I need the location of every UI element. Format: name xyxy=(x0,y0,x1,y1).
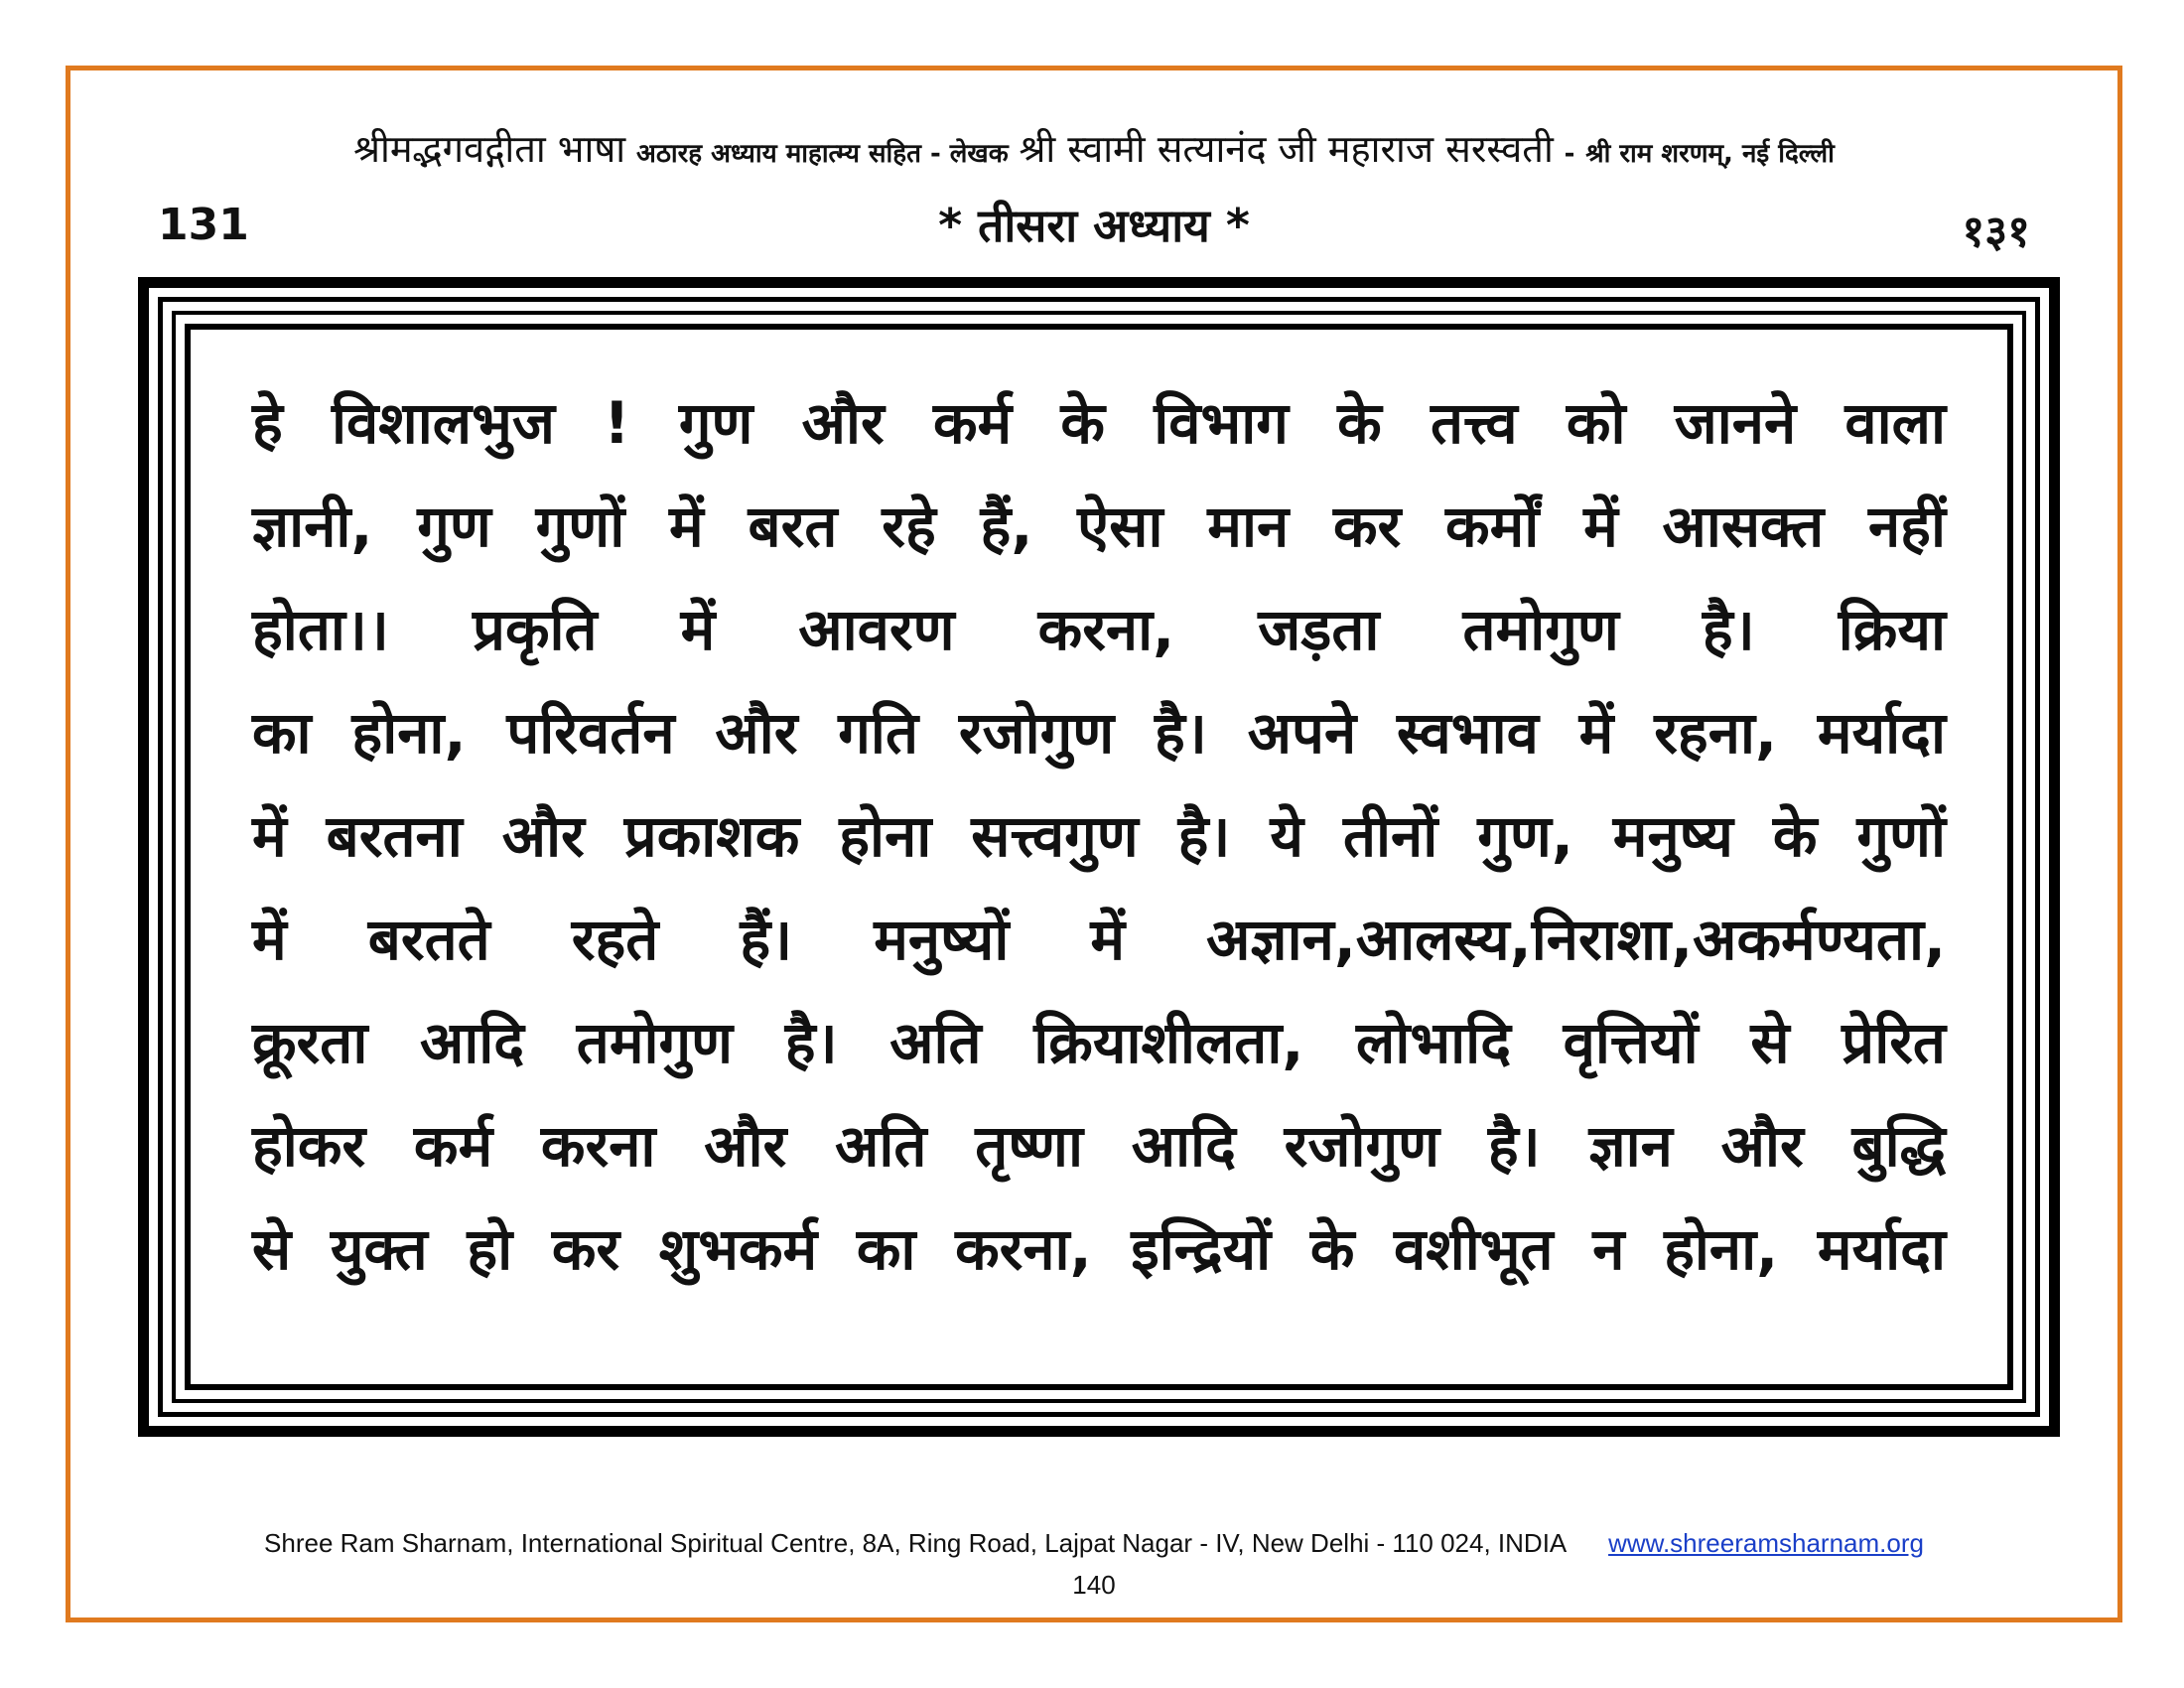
page-number-right: १३१ xyxy=(1962,207,2030,257)
body-text xyxy=(252,371,1946,1301)
header-title-sub: अठारह अध्याय माहात्म्य सहित - लेखक xyxy=(635,139,1009,169)
footer-address: Shree Ram Sharnam, International Spiritual Centre, 8A, Ring Road, Lajpat Nagar - IV, New Delhi - 110 024, INDIA xyxy=(264,1528,1566,1558)
footer-page-number: 140 xyxy=(1072,1570,1116,1600)
footer-address-line xyxy=(70,1528,2117,1559)
body-line: में बरतना और प्रकाशक होना सत्त्वगुण है। ये तीनों गुण, मनुष्य के गुणों xyxy=(252,802,1946,870)
page-header xyxy=(70,122,2117,174)
page-number-left: 131 xyxy=(158,200,249,250)
website-link[interactable]: www.shreeramsharnam.org xyxy=(1608,1528,1924,1558)
body-line: का होना, परिवर्तन और गति रजोगुण है। अपने स्वभाव में रहना, मर्यादा xyxy=(252,699,1946,767)
text-border-box xyxy=(138,277,2060,1437)
body-line: क्रूरता आदि तमोगुण है। अति क्रियाशीलता, लोभादि वृत्तियों से प्रेरित xyxy=(252,1009,1946,1076)
body-line: ज्ञानी, गुण गुणों में बरत रहे हैं, ऐसा मान कर कर्मों में आसक्त नहीं xyxy=(252,492,1946,560)
chapter-title: * तीसरा अध्याय * xyxy=(938,199,1250,252)
header-author: श्री स्वामी सत्यानंद जी महाराज सरस्वती xyxy=(1019,127,1554,171)
header-title-main: श्रीमद्भगवद्गीता भाषा xyxy=(353,127,626,171)
header-separator: - xyxy=(1564,139,1575,169)
body-line: में बरतते रहते हैं। मनुष्यों में अज्ञान,आलस्य,निराशा,अकर्मण्यता, xyxy=(252,906,1946,973)
header-publisher: श्री राम शरणम्, नई दिल्ली xyxy=(1585,139,1835,169)
body-line: से युक्त हो कर शुभकर्म का करना, इन्द्रियों के वशीभूत न होना, मर्यादा xyxy=(252,1215,1946,1283)
body-line: होकर कर्म करना और अति तृष्णा आदि रजोगुण है। ज्ञान और बुद्धि xyxy=(252,1112,1946,1180)
body-line: हे विशालभुज ! गुण और कर्म के विभाग के तत्त्व को जानने वाला xyxy=(252,389,1946,457)
body-line: होता।। प्रकृति में आवरण करना, जड़ता तमोगुण है। क्रिया xyxy=(252,596,1946,663)
page-frame xyxy=(66,66,2122,1622)
